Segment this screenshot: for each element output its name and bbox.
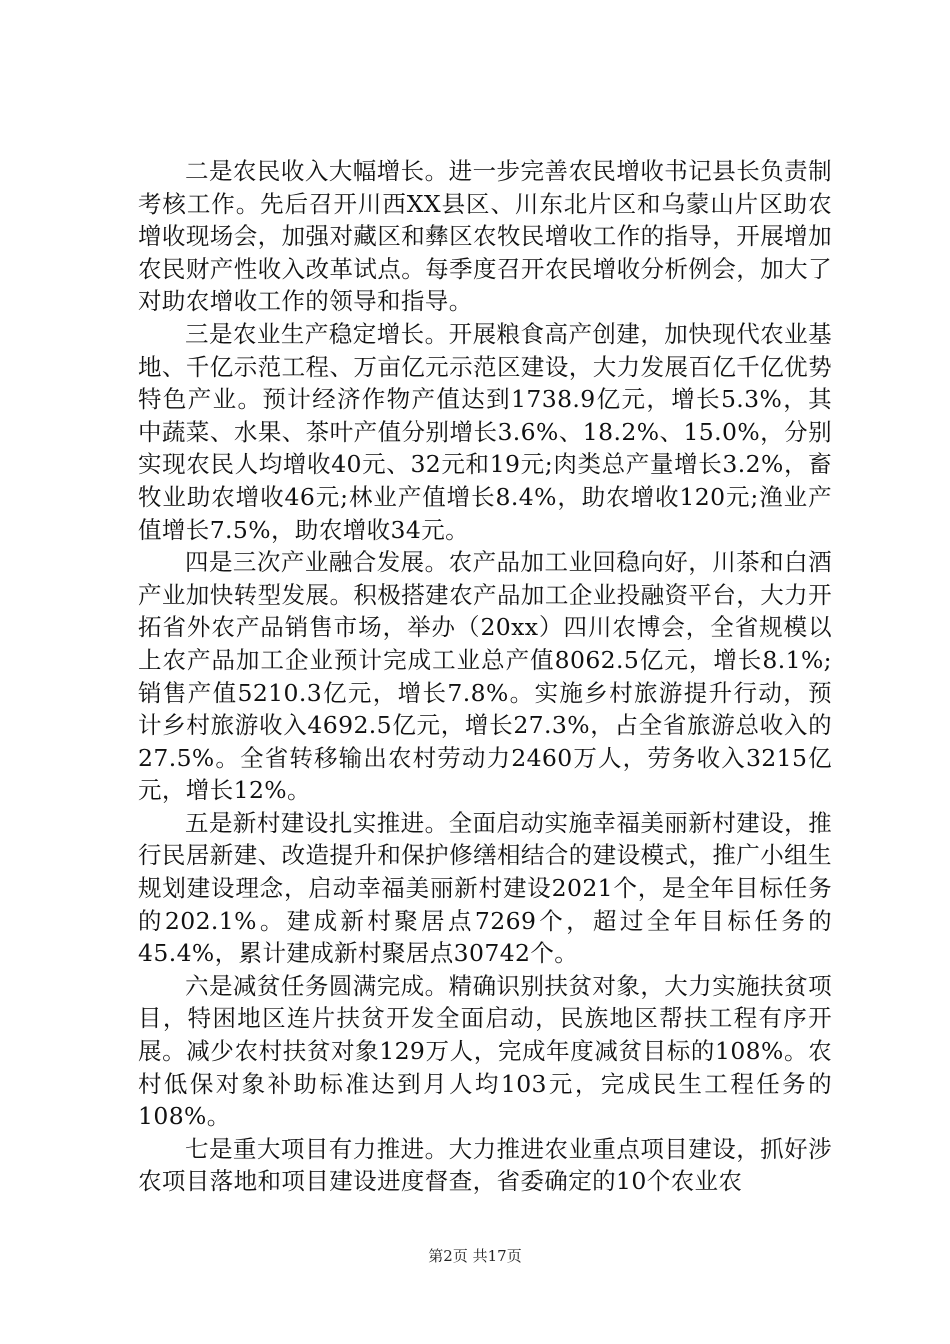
paragraph-agricultural-production: 三是农业生产稳定增长。开展粮食高产创建，加快现代农业基地、千亿示范工程、万亩亿元示范区建设，大力发展百亿千亿优势特色产业。预计经济作物产值达到1738.9亿元，增长5.3%，其中蔬菜、水果、茶叶产值分别增长3.6%、18.2%、15.0%，分别实现农民人均增收40元、32元和19元;肉类总产量增长3.2%，畜牧业助农增收46元;林业产值增长8.4%，助农增收120元;渔业产值增长7.5%，助农增收34元。 bbox=[138, 319, 832, 544]
page-footer: 第2页 共17页 bbox=[428, 1247, 522, 1265]
paragraph-poverty-reduction: 六是减贫任务圆满完成。精确识别扶贫对象，大力实施扶贫项目，特困地区连片扶贫开发全面启动，民族地区帮扶工程有序开展。减少农村扶贫对象129万人，完成年度减贫目标的108%。农村低保对象补助标准达到月人均103元，完成民生工程任务的108%。 bbox=[138, 971, 832, 1131]
paragraph-new-village-construction: 五是新村建设扎实推进。全面启动实施幸福美丽新村建设，推行民居新建、改造提升和保护修缮相结合的建设模式，推广小组生规划建设理念，启动幸福美丽新村建设2021个，是全年目标任务的202.1%。建成新村聚居点7269个，超过全年目标任务的45.4%，累计建成新村聚居点30742个。 bbox=[138, 808, 832, 968]
paragraph-industry-integration: 四是三次产业融合发展。农产品加工业回稳向好，川茶和白酒产业加快转型发展。积极搭建农产品加工企业投融资平台，大力开拓省外农产品销售市场，举办（20xx）四川农博会，全省规模以上农产品加工企业预计完成工业总产值8062.5亿元，增长8.1%;销售产值5210.3亿元，增长7.8%。实施乡村旅游提升行动，预计乡村旅游收入4692.5亿元，增长27.3%，占全省旅游总收入的27.5%。全省转移输出农村劳动力2460万人，劳务收入3215亿元，增长12%。 bbox=[138, 548, 832, 805]
paragraph-farmer-income: 二是农民收入大幅增长。进一步完善农民增收书记县长负责制考核工作。先后召开川西XX县区、川东北片区和乌蒙山片区助农增收现场会，加强对藏区和彝区农牧民增收工作的指导，开展增加农民财产性收入改革试点。每季度召开农民增收分析例会，加大了对助农增收工作的领导和指导。 bbox=[138, 157, 832, 316]
paragraph-major-projects: 七是重大项目有力推进。大力推进农业重点项目建设，抓好涉农项目落地和项目建设进度督查，省委确定的10个农业农 bbox=[138, 1134, 832, 1196]
document-body bbox=[138, 155, 832, 1198]
